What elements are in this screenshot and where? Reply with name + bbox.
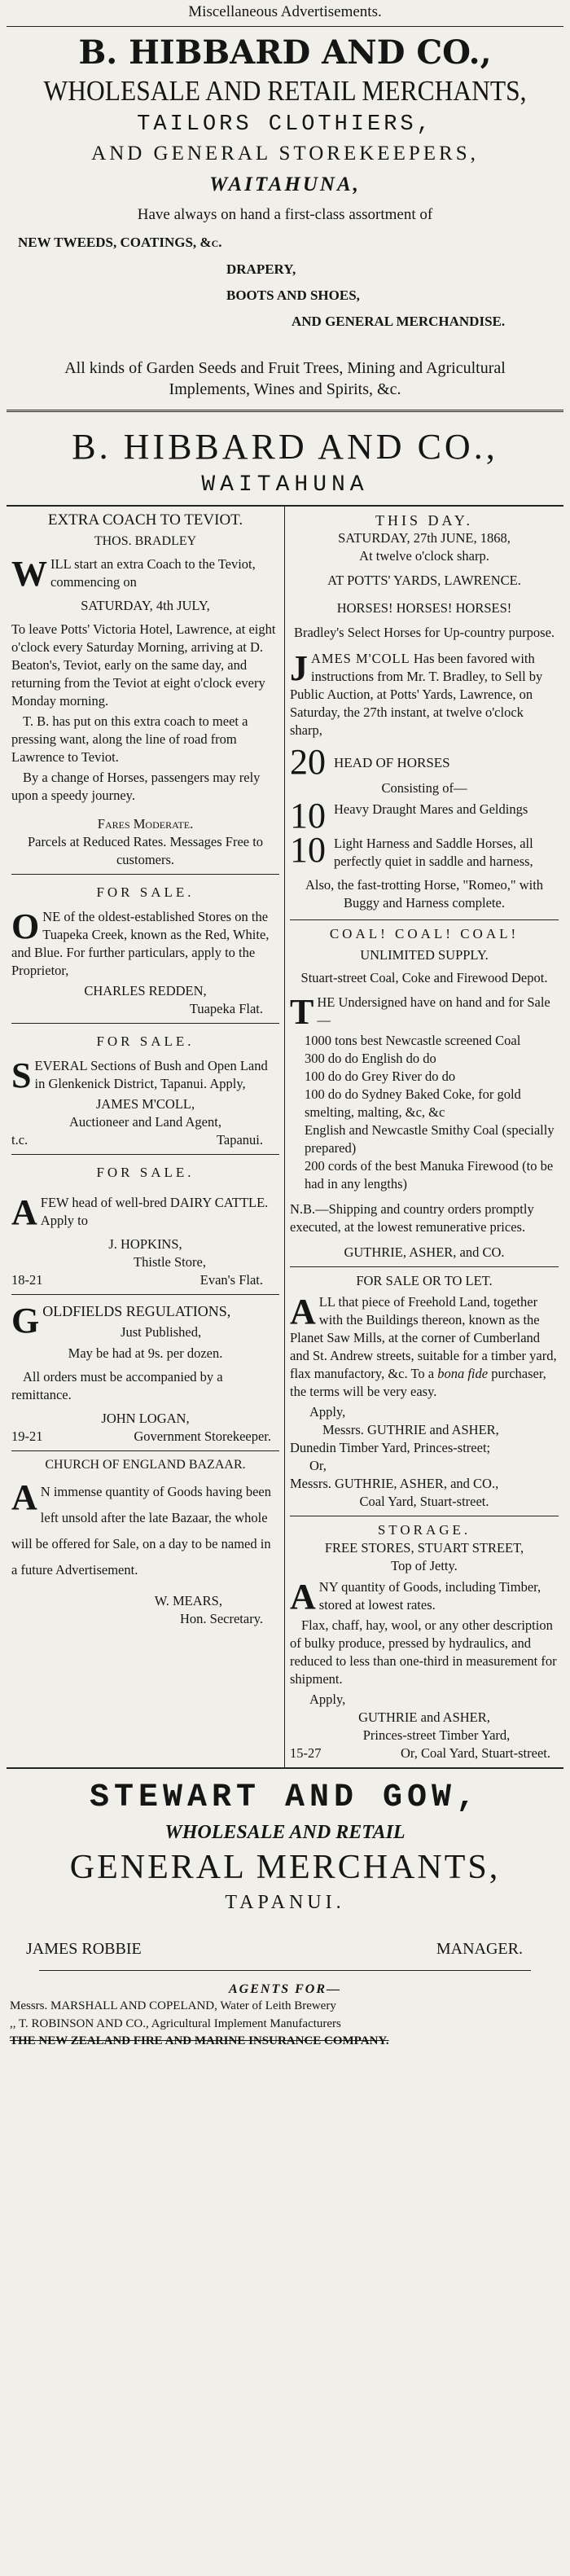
hibbard-item3: BOOTS AND SHOES, — [226, 287, 360, 303]
coal-row: 1000 tons best Newcastle screened Coal — [305, 1033, 521, 1048]
coach-date: SATURDAY, 4th JULY, — [81, 598, 210, 613]
goldfields-ref: 19-21 — [11, 1428, 43, 1444]
goldfields-note: All orders must be accompanied by a remittance. — [11, 1369, 223, 1402]
drop-cap: A — [290, 1292, 316, 1332]
hibbard-seeds: All kinds of Garden Seeds and Fruit Trees, Mining and Agricultural Implements, Wines and Spirits, &c. — [64, 359, 506, 398]
freehold-body2: purchaser, the terms will be very easy. — [290, 1366, 546, 1399]
goldfields-name: JOHN LOGAN, — [101, 1411, 190, 1426]
drop-cap: A — [290, 1577, 316, 1617]
sale2-body: EVERAL Sections of Bush and Open Land in Glenkenick District, Tapanui. Apply, — [34, 1058, 268, 1091]
auction-ad — [290, 507, 559, 920]
hibbard-place: WAITAHUNA, — [209, 173, 361, 195]
bazaar-ad — [11, 1451, 279, 1633]
hibbard-name: B. HIBBARD AND CO., — [78, 33, 492, 72]
freehold-ad — [290, 1267, 559, 1516]
hibbard-line3: AND GENERAL STOREKEEPERS, — [91, 143, 479, 165]
auction-body: Has been favored with instructions from Mr. T. Bradley, to Sell by Public Auction, at Potts' Yards, Lawrence, on Saturday, the 27th instant, at twelve o'clock sharp, — [290, 651, 543, 738]
drop-cap: T — [290, 992, 314, 1032]
hibbard-item4: AND GENERAL MERCHANDISE. — [292, 314, 506, 329]
stewart-a2: ,, T. ROBINSON AND CO., Agricultural Implement Manufacturers — [10, 2017, 341, 2030]
auction-n2-text: Heavy Draught Mares and Geldings — [334, 801, 528, 817]
stewart-place: TAPANUI. — [225, 1892, 345, 1913]
coal-row: 100 do do Sydney Baked Coke, for gold smelting, malting, &c, &c — [305, 1086, 521, 1120]
bazaar-name: W. MEARS, — [154, 1593, 222, 1608]
coach-p3: T. B. has put on this extra coach to meet a pressing want, along the line of road from Lawrence to Teviot. — [11, 713, 248, 765]
stewart-manager-name: JAMES ROBBIE — [26, 1940, 142, 1958]
coal-depot: Stuart-street Coal, Coke and Firewood Depot. — [300, 970, 548, 985]
auction-romeo: Also, the fast-trotting Horse, "Romeo," with Buggy and Harness complete. — [305, 877, 544, 911]
storage-sub2: Top of Jetty. — [391, 1558, 458, 1573]
coal-manuka: 200 cords of the best Manuka Firewood (to be had in any lengths) — [305, 1158, 554, 1191]
sale2-title: FOR SALE. — [96, 1033, 195, 1049]
sale3-title: FOR SALE. — [96, 1165, 195, 1180]
coal-list — [290, 1032, 559, 1121]
storage-sub: FREE STORES, STUART STREET, — [324, 1540, 524, 1556]
sale1-name: CHARLES REDDEN, — [84, 983, 207, 998]
storage-yard: Princes-street Timber Yard, — [362, 1727, 511, 1743]
sale3-ref: 18-21 — [11, 1272, 43, 1288]
coach-p2: To leave Potts' Victoria Hotel, Lawrence, at eight o'clock every Saturday Morning, arriving at D. Beaton's, Teviot, early on the same day, and returning from the Teviot at eight o'clock every Monday morning. — [11, 621, 276, 709]
auction-horses: HORSES! HORSES! HORSES! — [336, 600, 512, 616]
coach-name: THOS. BRADLEY — [94, 534, 197, 548]
goldfields-ad — [11, 1295, 279, 1451]
page-header: Miscellaneous Advertisements. — [188, 3, 382, 20]
hibbard-intro: Have always on hand a first-class assortment of — [137, 206, 433, 223]
stewart-ad — [7, 1769, 563, 2049]
left-column — [7, 507, 285, 1767]
auction-n1: 20 — [290, 742, 326, 782]
drop-cap: S — [11, 1055, 32, 1095]
divider — [7, 410, 563, 412]
coal-note: N.B.—Shipping and country orders promptly executed, at the lowest remunerative prices. — [290, 1201, 534, 1235]
coach-p1: ILL start an extra Coach to the Teviot, commencing on — [50, 556, 256, 590]
freehold-bona: bona fide — [437, 1366, 489, 1381]
freehold-m1: Messrs. GUTHRIE and ASHER, — [322, 1422, 499, 1437]
coal-sign: GUTHRIE, ASHER, and CO. — [344, 1244, 505, 1260]
right-column — [285, 507, 563, 1767]
sale3-name: J. HOPKINS, — [108, 1236, 182, 1252]
storage-title: STORAGE. — [377, 1522, 471, 1538]
goldfields-role: Government Storekeeper. — [134, 1428, 271, 1444]
freehold-m2: Dunedin Timber Yard, Princes-street; — [290, 1440, 491, 1455]
drop-cap: G — [11, 1301, 40, 1341]
bazaar-body: N immense quantity of Goods having been left unsold after the late Bazaar, the whole will be offered for Sale, on a day to be named in a future Advertisement. — [11, 1484, 271, 1578]
coal-row: 100 do do Grey River do do — [305, 1069, 456, 1084]
drop-cap: W — [11, 554, 47, 594]
coal-sub: UNLIMITED SUPPLY. — [360, 947, 489, 963]
auction-place: AT POTTS' YARDS, LAWRENCE. — [327, 573, 521, 588]
goldfields-price: May be had at 9s. per dozen. — [68, 1345, 223, 1361]
hibbard-line1: WHOLESALE AND RETAIL MERCHANTS, — [43, 75, 527, 107]
freehold-or: Or, — [309, 1458, 327, 1473]
auction-body-head: AMES M'COLL — [311, 651, 410, 666]
coach-ad — [11, 507, 279, 875]
stewart-line2: GENERAL MERCHANTS, — [69, 1849, 501, 1886]
drop-cap: A — [11, 1192, 37, 1232]
sale2-place: Tapanui. — [216, 1132, 263, 1148]
auction-date: SATURDAY, 27th JUNE, 1868, — [338, 530, 511, 546]
storage-name: GUTHRIE and ASHER, — [358, 1709, 490, 1725]
hibbard2-place: WAITAHUNA — [201, 472, 369, 498]
auction-n3: 10 — [290, 832, 326, 870]
coach-p4: By a change of Horses, passengers may rely upon a speedy journey. — [11, 770, 261, 803]
sale-land-ad — [11, 1024, 279, 1155]
coal-row: 300 do do English do do — [305, 1051, 436, 1066]
sale1-place: Tuapeka Flat. — [189, 1001, 263, 1016]
auction-n1-text: HEAD OF HORSES — [334, 755, 450, 770]
coal-title: COAL! COAL! COAL! — [329, 926, 520, 941]
sale3-place: Evan's Flat. — [200, 1272, 263, 1288]
stewart-name: STEWART AND GOW, — [89, 1780, 481, 1816]
storage-body2: Flax, chaff, hay, wool, or any other description of bulky produce, pressed by hydraulics, and reduced to less than one-third in measurement for shipment. — [290, 1617, 557, 1687]
sale3-store: Thistle Store, — [134, 1254, 206, 1270]
coal-ad — [290, 920, 559, 1267]
divider — [39, 1970, 531, 1971]
storage-ref: 15-27 — [290, 1745, 322, 1761]
sale3-body: FEW head of well-bred DAIRY CATTLE. Apply to — [40, 1195, 269, 1228]
sale1-body: NE of the oldest-established Stores on the Tuapeka Creek, known as the Red, White, and Blue. For further particulars, apply to the Proprietor, — [11, 909, 270, 978]
sale-cattle-ad — [11, 1155, 279, 1295]
hibbard2-name: B. HIBBARD AND CO., — [72, 427, 498, 467]
hibbard-item2: DRAPERY, — [226, 261, 296, 277]
sale-store-ad — [11, 875, 279, 1024]
coach-title: EXTRA COACH TO TEVIOT. — [47, 511, 243, 529]
hibbard-ad — [7, 30, 563, 405]
coal-smithy: English and Newcastle Smithy Coal (specially prepared) — [305, 1122, 555, 1156]
sale2-role: Auctioneer and Land Agent, — [69, 1114, 221, 1130]
freehold-m3: Messrs. GUTHRIE, ASHER, and CO., — [290, 1476, 499, 1491]
storage-body: NY quantity of Goods, including Timber, stored at lowest rates. — [318, 1579, 542, 1613]
auction-time: At twelve o'clock sharp. — [359, 548, 489, 564]
coal-intro: HE Undersigned have on hand and for Sale— — [317, 994, 550, 1028]
auction-consisting: Consisting of— — [381, 780, 467, 796]
stewart-a3: THE NEW ZEALAND FIRE AND MARINE INSURANCE COMPANY. — [10, 2034, 389, 2047]
auction-n2: 10 — [290, 797, 326, 832]
newspaper-page — [7, 0, 563, 2049]
freehold-m4: Coal Yard, Stuart-street. — [359, 1494, 489, 1509]
hibbard-line2: TAILORS CLOTHIERS, — [137, 112, 433, 137]
goldfields-title: OLDFIELDS REGULATIONS, — [42, 1303, 231, 1319]
sale1-title: FOR SALE. — [96, 884, 195, 900]
auction-select: Bradley's Select Horses for Up-country purpose. — [293, 625, 555, 640]
sale2-name: JAMES M'COLL, — [95, 1096, 195, 1112]
auction-title: THIS DAY. — [375, 512, 474, 529]
storage-apply: Apply, — [309, 1692, 346, 1707]
freehold-title: FOR SALE OR TO LET. — [356, 1273, 493, 1288]
drop-cap: J — [290, 648, 308, 688]
storage-or: Or, Coal Yard, Stuart-street. — [400, 1745, 550, 1761]
hibbard-ad-2 — [7, 417, 563, 505]
two-column-section — [7, 505, 563, 1769]
divider — [7, 26, 563, 27]
freehold-body: LL that piece of Freehold Land, together with the Buildings thereon, known as the Planet Saw Mills, at the corner of Cumberland and St. Andrew streets, suitable for a timber yard, flax manufactory, &c. To a — [290, 1294, 557, 1381]
drop-cap: A — [11, 1477, 37, 1517]
coach-fares: Fares Moderate. — [97, 816, 194, 832]
bazaar-role: Hon. Secretary. — [179, 1611, 263, 1626]
drop-cap: O — [11, 906, 40, 946]
auction-n3-text: Light Harness and Saddle Horses, all perfectly quiet in saddle and harness, — [334, 836, 533, 869]
bazaar-title: CHURCH OF ENGLAND BAZAAR. — [45, 1458, 246, 1472]
stewart-agents: AGENTS FOR— — [228, 1982, 342, 1996]
sale2-ref: t.c. — [11, 1132, 28, 1148]
stewart-line1: WHOLESALE AND RETAIL — [164, 1822, 406, 1843]
freehold-apply: Apply, — [309, 1404, 346, 1420]
goldfields-sub: Just Published, — [121, 1324, 202, 1340]
hibbard-item1: NEW TWEEDS, COATINGS, &c. — [18, 235, 222, 250]
stewart-manager-role: MANAGER. — [436, 1940, 523, 1958]
storage-ad — [290, 1516, 559, 1767]
coach-parcels: Parcels at Reduced Rates. Messages Free to customers. — [27, 834, 264, 867]
stewart-a1: Messrs. MARSHALL AND COPELAND, Water of Leith Brewery — [10, 1999, 336, 2012]
